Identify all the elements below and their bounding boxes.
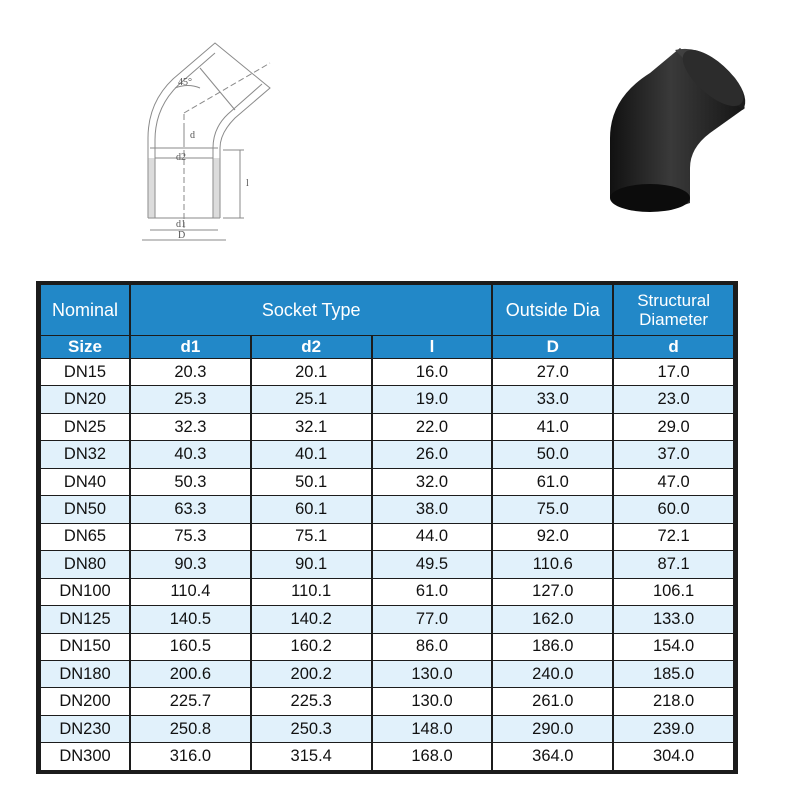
cell-value: 185.0 xyxy=(614,661,733,687)
cell-value: 75.1 xyxy=(252,524,371,550)
cell-value: 218.0 xyxy=(614,688,733,714)
header-socket-type: Socket Type xyxy=(131,285,491,335)
cell-value: 25.1 xyxy=(252,386,371,412)
cell-size: DN65 xyxy=(41,524,129,550)
cell-value: 37.0 xyxy=(614,441,733,467)
cell-value: 17.0 xyxy=(614,359,733,385)
cell-value: 250.8 xyxy=(131,716,250,742)
cell-value: 32.1 xyxy=(252,414,371,440)
cell-value: 110.6 xyxy=(493,551,612,577)
cell-value: 315.4 xyxy=(252,743,371,770)
cell-value: 26.0 xyxy=(373,441,492,467)
cell-value: 19.0 xyxy=(373,386,492,412)
header-outside-dia: Outside Dia xyxy=(493,285,612,335)
table-row xyxy=(41,469,733,495)
table-row xyxy=(41,551,733,577)
cell-value: 23.0 xyxy=(614,386,733,412)
cell-value: 239.0 xyxy=(614,716,733,742)
cell-value: 50.1 xyxy=(252,469,371,495)
table-row xyxy=(41,606,733,632)
cell-value: 49.5 xyxy=(373,551,492,577)
cell-value: 261.0 xyxy=(493,688,612,714)
cell-value: 186.0 xyxy=(493,634,612,660)
spec-table xyxy=(36,281,738,774)
pipe-elbow-45-icon xyxy=(595,38,755,218)
table-row xyxy=(41,414,733,440)
cell-value: 40.1 xyxy=(252,441,371,467)
cell-value: 154.0 xyxy=(614,634,733,660)
cell-size: DN80 xyxy=(41,551,129,577)
cell-value: 140.2 xyxy=(252,606,371,632)
cell-size: DN100 xyxy=(41,579,129,605)
cell-value: 27.0 xyxy=(493,359,612,385)
cell-value: 86.0 xyxy=(373,634,492,660)
table-header-row xyxy=(41,285,733,335)
cell-value: 200.6 xyxy=(131,661,250,687)
subheader-d: d xyxy=(614,336,733,358)
cell-value: 90.1 xyxy=(252,551,371,577)
cell-value: 22.0 xyxy=(373,414,492,440)
cell-size: DN15 xyxy=(41,359,129,385)
subheader-size: Size xyxy=(41,336,129,358)
table-row xyxy=(41,716,733,742)
cell-value: 20.3 xyxy=(131,359,250,385)
table-row xyxy=(41,743,733,770)
cell-value: 50.3 xyxy=(131,469,250,495)
cell-value: 133.0 xyxy=(614,606,733,632)
label-D: D xyxy=(178,230,186,241)
label-d2: d2 xyxy=(176,152,186,163)
table-row xyxy=(41,688,733,714)
cell-value: 90.3 xyxy=(131,551,250,577)
cell-value: 32.3 xyxy=(131,414,250,440)
table-row xyxy=(41,634,733,660)
cell-value: 127.0 xyxy=(493,579,612,605)
cell-size: DN230 xyxy=(41,716,129,742)
label-l: l xyxy=(246,178,249,189)
table-row xyxy=(41,441,733,467)
cell-value: 33.0 xyxy=(493,386,612,412)
cell-value: 92.0 xyxy=(493,524,612,550)
cell-value: 50.0 xyxy=(493,441,612,467)
angle-label: 45° xyxy=(178,77,192,88)
cell-value: 25.3 xyxy=(131,386,250,412)
subheader-d2: d2 xyxy=(252,336,371,358)
cell-size: DN20 xyxy=(41,386,129,412)
cell-value: 200.2 xyxy=(252,661,371,687)
cell-value: 106.1 xyxy=(614,579,733,605)
cell-size: DN25 xyxy=(41,414,129,440)
cell-value: 316.0 xyxy=(131,743,250,770)
cell-value: 225.3 xyxy=(252,688,371,714)
table-row xyxy=(41,661,733,687)
cell-size: DN32 xyxy=(41,441,129,467)
cell-value: 63.3 xyxy=(131,496,250,522)
cell-value: 160.2 xyxy=(252,634,371,660)
table-subheader-row xyxy=(41,336,733,358)
table-row xyxy=(41,386,733,412)
cell-value: 87.1 xyxy=(614,551,733,577)
cell-value: 130.0 xyxy=(373,688,492,714)
cell-value: 140.5 xyxy=(131,606,250,632)
cell-value: 16.0 xyxy=(373,359,492,385)
cell-size: DN50 xyxy=(41,496,129,522)
subheader-D: D xyxy=(493,336,612,358)
cell-size: DN200 xyxy=(41,688,129,714)
elbow-technical-drawing xyxy=(120,28,300,258)
table-row xyxy=(41,496,733,522)
cell-value: 290.0 xyxy=(493,716,612,742)
table-body xyxy=(41,359,733,770)
cell-value: 72.1 xyxy=(614,524,733,550)
table-row xyxy=(41,524,733,550)
label-d1: d1 xyxy=(176,219,186,230)
subheader-d1: d1 xyxy=(131,336,250,358)
cell-value: 20.1 xyxy=(252,359,371,385)
cell-value: 250.3 xyxy=(252,716,371,742)
cell-value: 75.3 xyxy=(131,524,250,550)
cell-value: 304.0 xyxy=(614,743,733,770)
subheader-l: l xyxy=(373,336,492,358)
cell-value: 240.0 xyxy=(493,661,612,687)
cell-value: 61.0 xyxy=(493,469,612,495)
cell-size: DN125 xyxy=(41,606,129,632)
cell-value: 75.0 xyxy=(493,496,612,522)
cell-value: 148.0 xyxy=(373,716,492,742)
cell-value: 110.4 xyxy=(131,579,250,605)
cell-value: 364.0 xyxy=(493,743,612,770)
cell-size: DN180 xyxy=(41,661,129,687)
cell-value: 160.5 xyxy=(131,634,250,660)
cell-value: 40.3 xyxy=(131,441,250,467)
label-d: d xyxy=(190,130,195,141)
header-nominal: Nominal xyxy=(41,285,129,335)
cell-value: 44.0 xyxy=(373,524,492,550)
cell-value: 41.0 xyxy=(493,414,612,440)
cell-value: 168.0 xyxy=(373,743,492,770)
cell-value: 225.7 xyxy=(131,688,250,714)
cell-value: 130.0 xyxy=(373,661,492,687)
cell-value: 32.0 xyxy=(373,469,492,495)
header-structural-diameter: Structural Diameter xyxy=(614,285,733,335)
cell-size: DN150 xyxy=(41,634,129,660)
cell-size: DN300 xyxy=(41,743,129,770)
cell-value: 162.0 xyxy=(493,606,612,632)
table-row xyxy=(41,359,733,385)
cell-value: 77.0 xyxy=(373,606,492,632)
cell-value: 29.0 xyxy=(614,414,733,440)
cell-size: DN40 xyxy=(41,469,129,495)
cell-value: 110.1 xyxy=(252,579,371,605)
cell-value: 60.0 xyxy=(614,496,733,522)
cell-value: 60.1 xyxy=(252,496,371,522)
cell-value: 47.0 xyxy=(614,469,733,495)
table-row xyxy=(41,579,733,605)
cell-value: 61.0 xyxy=(373,579,492,605)
cell-value: 38.0 xyxy=(373,496,492,522)
